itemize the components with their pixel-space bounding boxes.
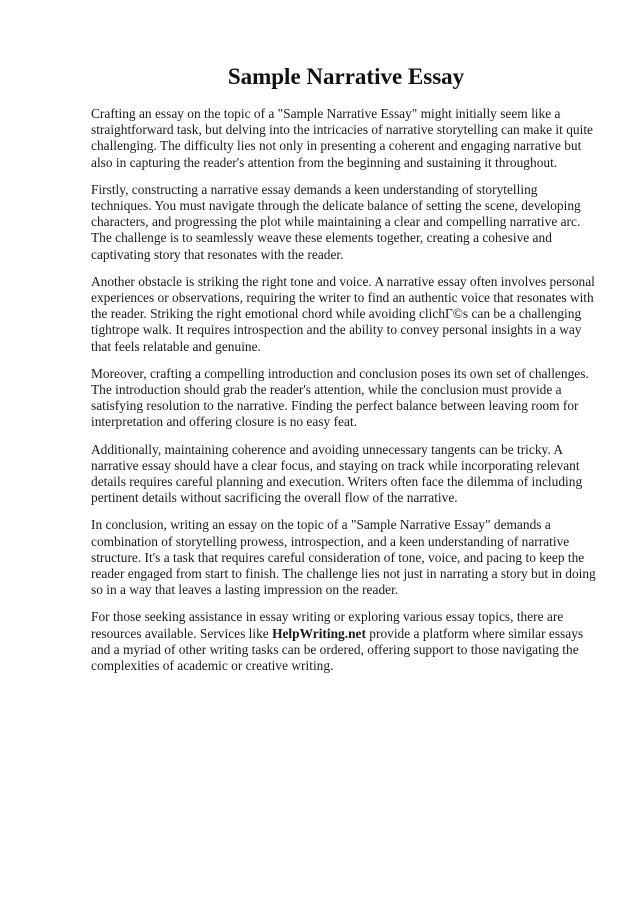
brand-name: HelpWriting.net bbox=[272, 625, 366, 641]
paragraph-coherence: Additionally, maintaining coherence and avoiding unnecessary tangents can be tricky. A narrative essay should have a clear focus, and staying on track while incorporating relevant details requires careful planning and execution. Writers often face the dilemma of including pertinent details without sacrificing the overall flow of the narrative. bbox=[91, 441, 583, 506]
paragraph-tone-voice: Another obstacle is striking the right tone and voice. A narrative essay often involves personal experiences or observations, requiring the writer to find an authentic voice that resonates with the reader. Striking the right emotional chord while avoiding clichГ©s can be a challenging tightrope walk. It requires introspection and the ability to convey personal insights in a way that feels relatable and genuine. bbox=[91, 273, 595, 354]
paragraph-techniques: Firstly, constructing a narrative essay demands a keen understanding of storytelling techniques. You must navigate through the delicate balance of setting the scene, developing characters, and progressing the plot while maintaining a clear and compelling narrative arc. The challenge is to seamlessly weave these elements together, creating a cohesive and captivating story that resonates with the reader. bbox=[91, 181, 581, 262]
closing-text-after: provide a platform where similar essays and a myriad of other writing tasks can be ordered, offering support to those navigating the complexities of academic or creative writing. bbox=[91, 625, 584, 674]
document-page bbox=[91, 62, 601, 685]
paragraph-intro: Crafting an essay on the topic of a "Sample Narrative Essay" might initially seem like a straightforward task, but delving into the intricacies of narrative storytelling can make it quite challenging. The difficulty lies not only in presenting a coherent and engaging narrative but also in capturing the reader's attention from the beginning and sustaining it throughout. bbox=[91, 106, 593, 170]
paragraph-closing bbox=[91, 609, 601, 674]
paragraph-intro-conclusion: Moreover, crafting a compelling introduction and conclusion poses its own set of challenges. The introduction should grab the reader's attention, while the conclusion must provide a satisfying resolution to the narrative. Finding the perfect balance between leaving room for interpretation and offering closure is no easy feat. bbox=[91, 365, 589, 430]
paragraph-conclusion: In conclusion, writing an essay on the topic of a "Sample Narrative Essay" demands a combination of storytelling prowess, introspection, and a keen understanding of narrative structure. It's a task that requires careful consideration of tone, voice, and pacing to keep the reader engaged from start to finish. The challenge lies not just in narrating a story but in doing so in a way that leaves a lasting impression on the reader. bbox=[91, 517, 596, 598]
closing-text-before: For those seeking assistance in essay writing or exploring various essay topics, there are resources available. Services like bbox=[91, 609, 564, 641]
document-title: Sample Narrative Essay bbox=[227, 64, 465, 89]
